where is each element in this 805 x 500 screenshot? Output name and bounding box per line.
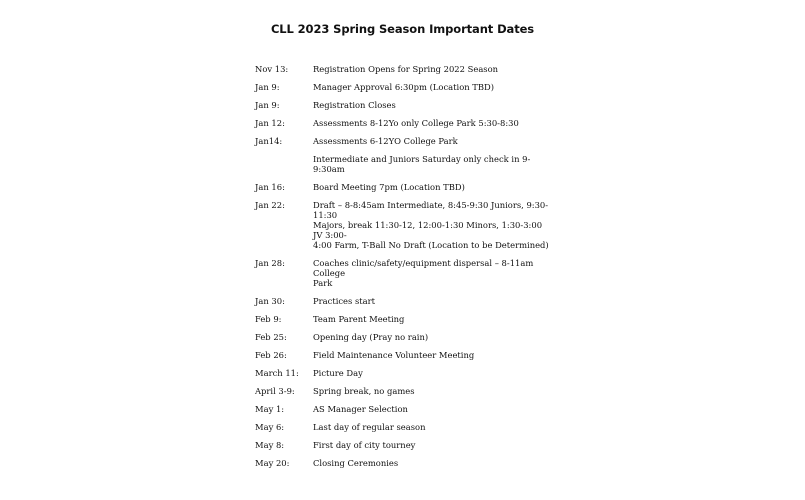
list-item [255, 258, 550, 288]
event-description: Last day of regular season [313, 422, 426, 432]
event-description: Assessments 6-12YO College Park [313, 136, 458, 146]
list-item [255, 314, 550, 324]
event-description: Picture Day [313, 368, 363, 378]
event-description: Team Parent Meeting [313, 314, 405, 324]
list-item [255, 350, 550, 360]
list-item [255, 458, 550, 468]
list-item [255, 136, 550, 146]
event-date: April 3-9: [255, 386, 295, 396]
event-description: Registration Opens for Spring 2022 Season [313, 64, 499, 74]
event-description: Field Maintenance Volunteer Meeting [313, 350, 475, 360]
event-date: Jan 9: [255, 82, 280, 92]
list-item [255, 422, 550, 432]
event-date: Feb 25: [255, 332, 287, 342]
list-item [255, 182, 550, 192]
list-item [255, 118, 550, 128]
event-description: Practices start [313, 296, 375, 306]
event-date: Feb 9: [255, 314, 282, 324]
event-date: Nov 13: [255, 64, 289, 74]
event-date: Jan14: [255, 136, 283, 146]
event-description: Registration Closes [313, 100, 396, 110]
event-description: Board Meeting 7pm (Location TBD) [313, 182, 465, 192]
list-item [255, 440, 550, 450]
list-item [255, 82, 550, 92]
list-item [255, 200, 550, 250]
event-date: Jan 22: [255, 200, 285, 210]
event-description: Draft – 8-8:45am Intermediate, 8:45-9:30 Juniors, 9:30-11:30 Majors, break 11:30-12, 12:00-1:30 Minors, 1:30-3:00 JV 3:00- 4:00 Farm, T-Ball No Draft (Location to be Determined) [313, 200, 549, 250]
event-description: Closing Ceremonies [313, 458, 399, 468]
event-date: May 8: [255, 440, 285, 450]
event-date: March 11: [255, 368, 299, 378]
event-description: Spring break, no games [313, 386, 415, 396]
event-date: May 1: [255, 404, 285, 414]
list-item [255, 386, 550, 396]
event-description: AS Manager Selection [313, 404, 408, 414]
list-item [255, 100, 550, 110]
event-date: May 6: [255, 422, 285, 432]
list-item [255, 404, 550, 414]
page-title: CLL 2023 Spring Season Important Dates [270, 22, 535, 36]
event-description: Opening day (Pray no rain) [313, 332, 429, 342]
event-date: Jan 9: [255, 100, 280, 110]
event-date: Feb 26: [255, 350, 287, 360]
event-description: Manager Approval 6:30pm (Location TBD) [313, 82, 495, 92]
event-description: Coaches clinic/safety/equipment dispersal – 8-11am College Park [313, 258, 534, 288]
event-date: Jan 28: [255, 258, 285, 268]
important-dates-list [255, 64, 550, 476]
list-item [255, 368, 550, 378]
event-date: Jan 30: [255, 296, 285, 306]
list-item [255, 64, 550, 74]
event-description: First day of city tourney [313, 440, 416, 450]
list-item [255, 332, 550, 342]
event-description: Intermediate and Juniors Saturday only check in 9-9:30am [313, 154, 531, 174]
list-item [255, 296, 550, 306]
event-date: Jan 16: [255, 182, 285, 192]
list-item [255, 154, 550, 174]
event-date: May 20: [255, 458, 290, 468]
event-description: Assessments 8-12Yo only College Park 5:30-8:30 [313, 118, 519, 128]
event-date: Jan 12: [255, 118, 285, 128]
